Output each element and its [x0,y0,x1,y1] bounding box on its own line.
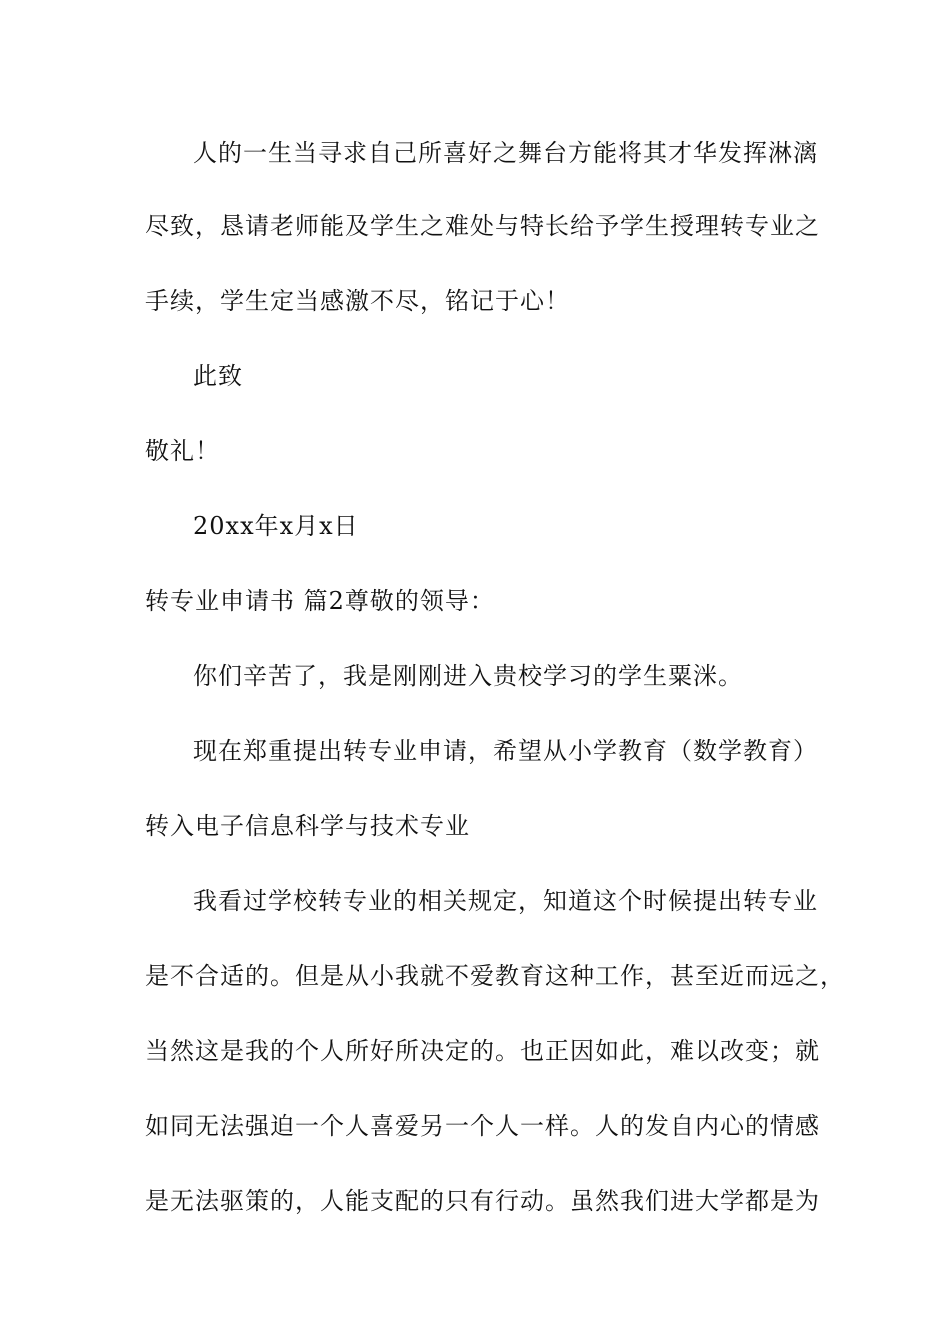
salutation-line: 敬礼！ [145,437,220,465]
closing-line: 此致 [193,362,243,390]
paragraph-line: 是无法驱策的，人能支配的只有行动。虽然我们进大学都是为 [145,1187,820,1215]
date-line: 20xx年x月x日 [193,512,359,540]
paragraph-line: 人的一生当寻求自己所喜好之舞台方能将其才华发挥淋漓 [193,139,818,167]
paragraph-line: 手续，学生定当感激不尽，铭记于心！ [145,287,570,315]
paragraph-line: 转入电子信息科学与技术专业 [145,812,470,840]
paragraph-line: 我看过学校转专业的相关规定，知道这个时候提出转专业 [193,887,818,915]
paragraph-line: 是不合适的。但是从小我就不爱教育这种工作，甚至近而远之， [145,962,845,990]
paragraph-line: 当然这是我的个人所好所决定的。也正因如此，难以改变；就 [145,1037,820,1065]
paragraph-line: 你们辛苦了，我是刚刚进入贵校学习的学生粟洣。 [193,662,743,690]
paragraph-line: 现在郑重提出转专业申请，希望从小学教育（数学教育） [193,737,818,765]
section-heading: 转专业申请书 篇2尊敬的领导： [145,587,495,615]
paragraph-line: 尽致，恳请老师能及学生之难处与特长给予学生授理转专业之 [145,212,820,240]
paragraph-line: 如同无法强迫一个人喜爱另一个人一样。人的发自内心的情感 [145,1112,820,1140]
